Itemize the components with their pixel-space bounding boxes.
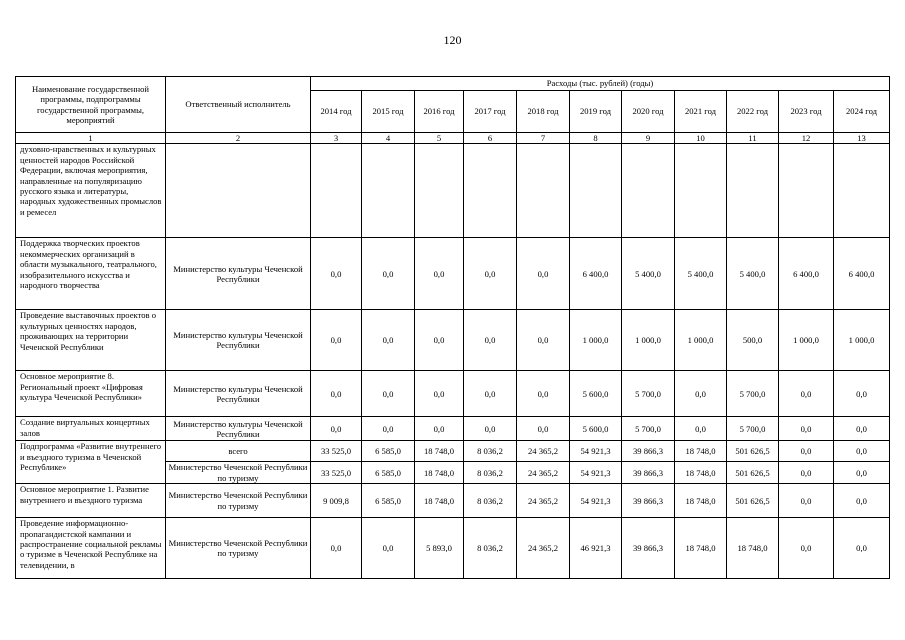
row-name: духовно-нравственных и культурных ценностей народов Российской Федерации, включая мероприятия, направленные на популяризацию русского языка и литературы, народных художественных промыслов и ремесел [16, 144, 166, 238]
header-executor-column: Ответственный исполнитель [166, 77, 311, 133]
expense-value: 18 748,0 [675, 518, 727, 579]
expense-value: 8 036,2 [464, 518, 517, 579]
row-executor: Министерство культуры Чеченской Республики [166, 238, 311, 310]
row-executor: всего [166, 441, 311, 462]
expense-value [362, 144, 415, 238]
expense-value [517, 144, 570, 238]
expense-value [622, 144, 675, 238]
expense-value: 0,0 [311, 371, 362, 417]
index-cell: 3 [311, 133, 362, 144]
expense-value: 501 626,5 [727, 441, 779, 462]
expense-value: 0,0 [311, 518, 362, 579]
index-cell: 2 [166, 133, 311, 144]
expense-value: 0,0 [362, 371, 415, 417]
expense-value: 5 400,0 [622, 238, 675, 310]
expense-value: 18 748,0 [675, 484, 727, 518]
row-name: Основное мероприятие 8. Региональный проект «Цифровая культура Чеченской Республики» [16, 371, 166, 417]
expense-value: 0,0 [517, 417, 570, 441]
expense-value: 0,0 [779, 518, 834, 579]
row-name: Подпрограмма «Развитие внутреннего и въездного туризма в Чеченской Республике» [16, 441, 166, 484]
row-executor: Министерство культуры Чеченской Республики [166, 417, 311, 441]
table-row [16, 417, 890, 441]
row-name: Основное мероприятие 1. Развитие внутреннего и въездного туризма [16, 484, 166, 518]
expense-value: 6 400,0 [570, 238, 622, 310]
header-year: 2018 год [517, 91, 570, 133]
row-executor: Министерство Чеченской Республики по туризму [166, 462, 311, 484]
expense-value: 0,0 [415, 310, 464, 371]
expense-value: 0,0 [834, 518, 890, 579]
table-row [16, 518, 890, 579]
expense-value: 6 400,0 [834, 238, 890, 310]
index-cell: 11 [727, 133, 779, 144]
expense-value: 18 748,0 [675, 462, 727, 484]
expense-value: 0,0 [362, 310, 415, 371]
expense-value: 0,0 [779, 371, 834, 417]
expense-value: 33 525,0 [311, 441, 362, 462]
row-name: Поддержка творческих проектов некоммерческих организаций в области музыкального, театрального, изобразительного искусства и народного творчества [16, 238, 166, 310]
table-row [16, 310, 890, 371]
header-year: 2020 год [622, 91, 675, 133]
expense-value: 18 748,0 [415, 441, 464, 462]
header-expenses: Расходы (тыс. рублей) (годы) [311, 77, 890, 91]
index-cell: 12 [779, 133, 834, 144]
expense-value: 5 600,0 [570, 371, 622, 417]
row-executor: Министерство Чеченской Республики по туризму [166, 484, 311, 518]
page-number: 120 [443, 33, 462, 47]
expense-value: 6 585,0 [362, 441, 415, 462]
expense-value: 0,0 [779, 484, 834, 518]
expense-value: 0,0 [464, 310, 517, 371]
expense-value: 5 400,0 [675, 238, 727, 310]
expense-value [415, 144, 464, 238]
expense-value: 501 626,5 [727, 462, 779, 484]
expense-value: 39 866,3 [622, 441, 675, 462]
expense-value: 0,0 [675, 417, 727, 441]
expense-value: 5 893,0 [415, 518, 464, 579]
row-executor: Министерство культуры Чеченской Республики [166, 371, 311, 417]
expense-value [311, 144, 362, 238]
index-cell: 13 [834, 133, 890, 144]
table-row [16, 238, 890, 310]
expense-value: 0,0 [779, 417, 834, 441]
expense-value: 0,0 [464, 238, 517, 310]
header-year: 2022 год [727, 91, 779, 133]
table-row [16, 371, 890, 417]
expense-value: 0,0 [415, 371, 464, 417]
expense-value: 0,0 [362, 518, 415, 579]
expense-value: 5 600,0 [570, 417, 622, 441]
index-cell: 4 [362, 133, 415, 144]
expense-value: 8 036,2 [464, 462, 517, 484]
expense-value: 18 748,0 [727, 518, 779, 579]
index-cell: 8 [570, 133, 622, 144]
row-name: Проведение выставочных проектов о культурных ценностях народов, проживающих на территории Чеченской Республики [16, 310, 166, 371]
expense-value: 24 365,2 [517, 484, 570, 518]
expense-value: 5 700,0 [727, 371, 779, 417]
expense-value: 0,0 [517, 238, 570, 310]
index-cell: 9 [622, 133, 675, 144]
expense-value: 39 866,3 [622, 518, 675, 579]
expense-value: 9 009,8 [311, 484, 362, 518]
expense-value: 0,0 [834, 462, 890, 484]
expense-value: 5 700,0 [622, 417, 675, 441]
expense-value: 0,0 [517, 371, 570, 417]
index-cell: 6 [464, 133, 517, 144]
expense-value: 6 585,0 [362, 462, 415, 484]
index-cell: 7 [517, 133, 570, 144]
expense-value [834, 144, 890, 238]
expense-value: 1 000,0 [779, 310, 834, 371]
expense-value: 24 365,2 [517, 518, 570, 579]
expense-value: 1 000,0 [622, 310, 675, 371]
header-year: 2015 год [362, 91, 415, 133]
expense-value: 5 700,0 [727, 417, 779, 441]
expense-value: 0,0 [311, 417, 362, 441]
expense-value: 6 585,0 [362, 484, 415, 518]
index-cell: 1 [16, 133, 166, 144]
expense-value: 8 036,2 [464, 484, 517, 518]
expense-value: 24 365,2 [517, 462, 570, 484]
index-cell: 10 [675, 133, 727, 144]
row-executor [166, 144, 311, 238]
expense-value: 0,0 [779, 441, 834, 462]
expense-value: 0,0 [834, 484, 890, 518]
row-executor: Министерство культуры Чеченской Республики [166, 310, 311, 371]
expense-value: 5 400,0 [727, 238, 779, 310]
header-year: 2017 год [464, 91, 517, 133]
header-year: 2014 год [311, 91, 362, 133]
expense-value: 0,0 [415, 238, 464, 310]
table-row [16, 144, 890, 238]
expense-value: 1 000,0 [834, 310, 890, 371]
expense-value: 0,0 [517, 310, 570, 371]
expense-value: 8 036,2 [464, 441, 517, 462]
expense-value: 39 866,3 [622, 484, 675, 518]
row-name: Проведение информационно-пропагандистской кампании и распространение социальной рекламы о туризме в Чеченской Республике на телевидении, в [16, 518, 166, 579]
expense-value: 33 525,0 [311, 462, 362, 484]
expense-value: 46 921,3 [570, 518, 622, 579]
header-name-column: Наименование государственной программы, подпрограммы государственной программы, мероприятий [16, 77, 166, 133]
header-year: 2016 год [415, 91, 464, 133]
index-row [16, 133, 890, 144]
index-cell: 5 [415, 133, 464, 144]
expense-value [464, 144, 517, 238]
expense-value [570, 144, 622, 238]
expense-value: 0,0 [779, 462, 834, 484]
expense-value: 0,0 [834, 441, 890, 462]
row-name: Создание виртуальных концертных залов [16, 417, 166, 441]
header-year: 2019 год [570, 91, 622, 133]
expense-value [779, 144, 834, 238]
expense-value [727, 144, 779, 238]
expense-value: 1 000,0 [570, 310, 622, 371]
expense-value: 24 365,2 [517, 441, 570, 462]
expenses-table [15, 76, 890, 579]
expense-value: 1 000,0 [675, 310, 727, 371]
expense-value: 0,0 [834, 417, 890, 441]
expense-value: 0,0 [311, 310, 362, 371]
table-row [16, 441, 890, 462]
header-year: 2021 год [675, 91, 727, 133]
header-year: 2023 год [779, 91, 834, 133]
expense-value: 0,0 [675, 371, 727, 417]
expense-value: 54 921,3 [570, 462, 622, 484]
expense-value: 0,0 [834, 371, 890, 417]
expense-value: 18 748,0 [415, 462, 464, 484]
expense-value: 54 921,3 [570, 441, 622, 462]
expense-value [675, 144, 727, 238]
row-executor: Министерство Чеченской Республики по туризму [166, 518, 311, 579]
expense-value: 501 626,5 [727, 484, 779, 518]
expense-value: 0,0 [311, 238, 362, 310]
expense-value: 0,0 [464, 371, 517, 417]
expense-value: 5 700,0 [622, 371, 675, 417]
expense-value: 500,0 [727, 310, 779, 371]
expense-value: 18 748,0 [415, 484, 464, 518]
expense-value: 6 400,0 [779, 238, 834, 310]
expense-value: 0,0 [362, 238, 415, 310]
expense-value: 54 921,3 [570, 484, 622, 518]
expense-value: 18 748,0 [675, 441, 727, 462]
expense-value: 0,0 [415, 417, 464, 441]
expense-value: 0,0 [362, 417, 415, 441]
expense-value: 39 866,3 [622, 462, 675, 484]
table-row [16, 484, 890, 518]
expense-value: 0,0 [464, 417, 517, 441]
header-year: 2024 год [834, 91, 890, 133]
